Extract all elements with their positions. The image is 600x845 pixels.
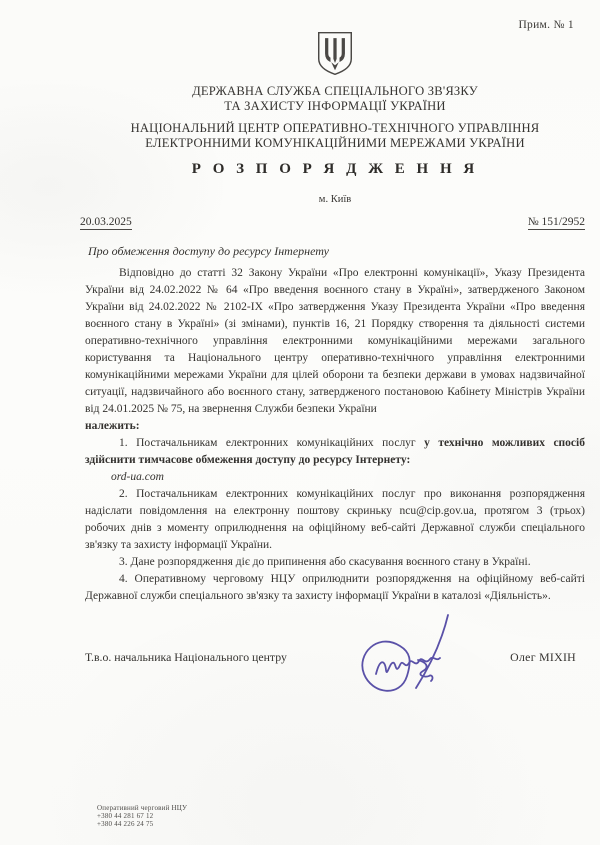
document-number: № 151/2952 (527, 216, 585, 228)
document-type-title: Р О З П О Р Я Д Ж Е Н Н Я (191, 161, 479, 177)
signatory-name: Олег МІХІН (510, 650, 576, 664)
item-2: 2. Постачальникам електронних комунікаційних послуг про виконання розпорядження надіслати повідомлення на електронну поштову скриньку ncu@cip.gov.ua, протягом 3 (трьох) робочих днів з моменту оприлюднення на офіційному веб-сайті Державної служби спеціального зв'язку та захисту інформації України. (85, 488, 585, 551)
agency-name (50, 84, 600, 114)
item-1-text: 1. Постачальникам електронних комунікаційних послуг (119, 437, 425, 449)
ukraine-trident-emblem (85, 30, 585, 77)
resolution-keyword: належить: (85, 420, 140, 432)
signatory-position: Т.в.о. начальника Національного центру (85, 650, 287, 664)
contact-footer (97, 804, 187, 828)
item-4: 4. Оперативному черговому НЦУ оприлюднити розпорядження на офіційному веб-сайті Державної служби спеціального зв'язку та захисту інформації України в каталозі «Діяльність». (85, 573, 585, 602)
item-1 (85, 435, 585, 469)
footer-phone-1: +380 44 281 67 12 (97, 812, 154, 820)
item-1-directive: у технічно можливих спосіб здійснити тимчасове обмеження доступу до ресурсу Інтернету: (85, 437, 585, 466)
footer-phone-2: +380 44 226 24 75 (97, 820, 154, 828)
preamble-paragraph: Відповідно до статті 32 Закону України «Про електронні комунікації», Указу Президента України від 24.02.2022 № 64 «Про введення воєнного стану в Україні», затвердженого Законом України від 24.02.2022 № 2102-IX «Про затвердження Указу Президента України «Про введення воєнного стану в Україні» (зі змінами), пунктів 16, 21 Порядку створення та діяльності системи оперативно-технічного управління електронними комунікаційними мережами загального користування та Національного центру оперативно-технічного управління електронними комунікаційними мережами України для цілей оборони та безпеки держави в умовах надзвичайної ситуації, надзвичайного або воєнного стану, затвердженого постановою Кабінету Міністрів України від 24.01.2025 № 75, на звернення Служби безпеки України (85, 267, 585, 415)
agency-name-line2: ТА ЗАХИСТУ ІНФОРМАЦІЇ УКРАЇНИ (224, 99, 446, 113)
agency-name-line1: ДЕРЖАВНА СЛУЖБА СПЕЦІАЛЬНОГО ЗВ'ЯЗКУ (192, 84, 478, 98)
signature-stroke-group (362, 615, 448, 691)
blocked-resource: ord-ua.com (111, 471, 164, 483)
center-name-line1: НАЦІОНАЛЬНИЙ ЦЕНТР ОПЕРАТИВНО-ТЕХНІЧНОГО УПРАВЛІННЯ (130, 121, 540, 135)
document-date: 20.03.2025 (80, 216, 132, 228)
copy-note: Прим. № 1 (518, 19, 574, 31)
date-number-row (80, 216, 585, 230)
document-body (85, 265, 585, 605)
footer-duty-officer: Оперативний черговий НЦУ (97, 804, 188, 812)
signature-ink (352, 612, 472, 712)
center-name-line2: ЕЛЕКТРОННИМИ КОМУНІКАЦІЙНИМИ МЕРЕЖАМИ УКРАЇНИ (145, 136, 525, 150)
item-3: 3. Дане розпорядження діє до припинення або скасування воєнного стану в Україні. (119, 556, 531, 568)
city-label: м. Київ (318, 194, 352, 205)
center-name (50, 121, 600, 151)
subject-line: Про обмеження доступу до ресурсу Інтернету (88, 244, 329, 258)
